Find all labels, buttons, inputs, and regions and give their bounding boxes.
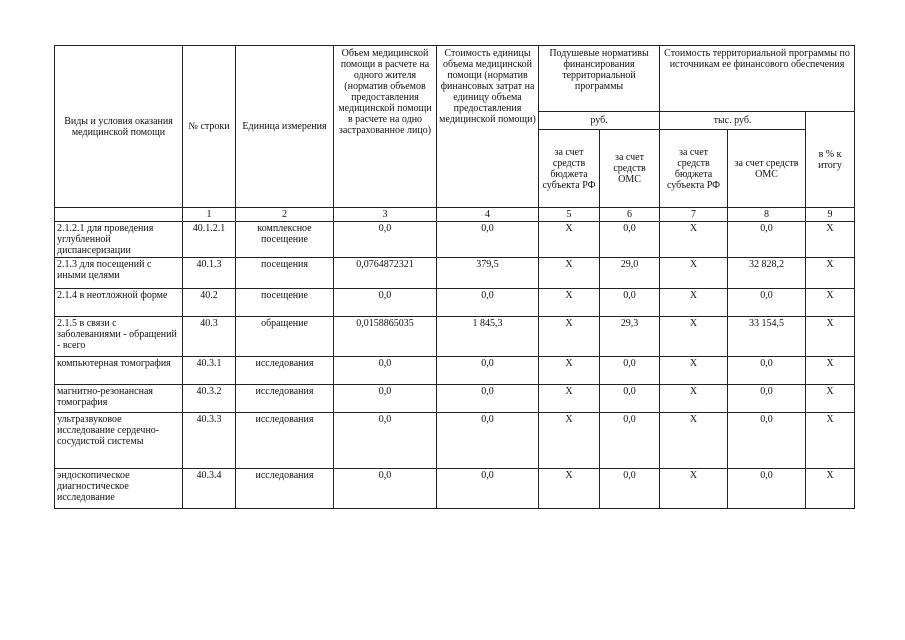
row-cost-budget: Х	[660, 385, 728, 413]
row-per-capita-oms: 0,0	[600, 289, 660, 317]
column-number-row	[55, 208, 855, 222]
row-unit: посещения	[236, 258, 334, 289]
row-percent: Х	[806, 469, 855, 509]
header-volume: Объем медицинской помощи в расчете на одного жителя (норматив объемов предоставления медицинской помощи в расчете на одно застрахованное лицо)	[334, 46, 437, 208]
row-unit-cost: 0,0	[437, 289, 539, 317]
header-percent: в % к итогу	[806, 112, 855, 208]
row-unit-cost: 1 845,3	[437, 317, 539, 357]
row-code: 40.1.3	[183, 258, 236, 289]
row-name: компьютерная томография	[55, 357, 183, 385]
header-program-cost: Стоимость территориальной программы по источникам ее финансового обеспечения	[660, 46, 855, 112]
row-unit: обращение	[236, 317, 334, 357]
row-code: 40.3.4	[183, 469, 236, 509]
row-per-capita-budget: Х	[539, 385, 600, 413]
header-budget-thous: за счет средств бюджета субъекта РФ	[660, 130, 728, 208]
row-code: 40.3.2	[183, 385, 236, 413]
row-cost-oms: 0,0	[728, 385, 806, 413]
row-per-capita-budget: Х	[539, 289, 600, 317]
header-unit: Единица измерения	[236, 46, 334, 208]
row-cost-budget: Х	[660, 469, 728, 509]
row-volume: 0,0	[334, 385, 437, 413]
row-unit-cost: 0,0	[437, 222, 539, 258]
row-name: 2.1.3 для посещений с иными целями	[55, 258, 183, 289]
row-unit: исследования	[236, 413, 334, 469]
header-care-type: Виды и условия оказания медицинской помощи	[55, 46, 183, 208]
row-code: 40.1.2.1	[183, 222, 236, 258]
table-row	[55, 413, 855, 469]
table-row	[55, 317, 855, 357]
header-oms-thous: за счет средств ОМС	[728, 130, 806, 208]
row-volume: 0,0	[334, 357, 437, 385]
row-volume: 0,0	[334, 469, 437, 509]
col-num: 3	[334, 208, 437, 222]
row-percent: Х	[806, 413, 855, 469]
row-volume: 0,0	[334, 289, 437, 317]
row-name: эндоскопическое диагностическое исследование	[55, 469, 183, 509]
col-num: 9	[806, 208, 855, 222]
row-cost-oms: 0,0	[728, 469, 806, 509]
row-per-capita-oms: 0,0	[600, 469, 660, 509]
header-oms-rub: за счет средств ОМС	[600, 130, 660, 208]
row-volume: 0,0158865035	[334, 317, 437, 357]
row-per-capita-oms: 0,0	[600, 385, 660, 413]
row-cost-budget: Х	[660, 289, 728, 317]
row-per-capita-oms: 29,0	[600, 258, 660, 289]
row-name: ультразвуковое исследование сердечно-сосудистой системы	[55, 413, 183, 469]
table-row	[55, 258, 855, 289]
col-num: 2	[236, 208, 334, 222]
col-num: 1	[183, 208, 236, 222]
row-volume: 0,0	[334, 413, 437, 469]
row-cost-oms: 33 154,5	[728, 317, 806, 357]
header-row-number: № строки	[183, 46, 236, 208]
row-unit-cost: 379,5	[437, 258, 539, 289]
row-percent: Х	[806, 258, 855, 289]
col-num: 6	[600, 208, 660, 222]
row-per-capita-oms: 29,3	[600, 317, 660, 357]
row-cost-oms: 32 828,2	[728, 258, 806, 289]
row-per-capita-oms: 0,0	[600, 222, 660, 258]
row-per-capita-budget: Х	[539, 258, 600, 289]
col-num: 5	[539, 208, 600, 222]
row-name: 2.1.2.1 для проведения углубленной диспансеризации	[55, 222, 183, 258]
table-row	[55, 469, 855, 509]
header-unit-cost: Стоимость единицы объема медицинской помощи (норматив финансовых затрат на единицу объема предоставления медицинской помощи)	[437, 46, 539, 208]
row-cost-budget: Х	[660, 258, 728, 289]
header-budget-rub: за счет средств бюджета субъекта РФ	[539, 130, 600, 208]
row-per-capita-budget: Х	[539, 317, 600, 357]
row-percent: Х	[806, 317, 855, 357]
row-per-capita-oms: 0,0	[600, 357, 660, 385]
row-unit-cost: 0,0	[437, 357, 539, 385]
row-cost-budget: Х	[660, 357, 728, 385]
row-name: 2.1.4 в неотложной форме	[55, 289, 183, 317]
col-num: 4	[437, 208, 539, 222]
row-cost-oms: 0,0	[728, 289, 806, 317]
row-cost-oms: 0,0	[728, 413, 806, 469]
col-num-blank	[55, 208, 183, 222]
row-cost-budget: Х	[660, 317, 728, 357]
row-unit: комплексное посещение	[236, 222, 334, 258]
row-percent: Х	[806, 222, 855, 258]
row-code: 40.2	[183, 289, 236, 317]
row-name: магнитно-резонансная томография	[55, 385, 183, 413]
table-row	[55, 357, 855, 385]
table-row	[55, 222, 855, 258]
row-per-capita-oms: 0,0	[600, 413, 660, 469]
header-thous-rub: тыс. руб.	[660, 112, 806, 130]
row-unit: посещение	[236, 289, 334, 317]
row-name: 2.1.5 в связи с заболеваниями - обращений - всего	[55, 317, 183, 357]
row-cost-oms: 0,0	[728, 357, 806, 385]
header-per-capita: Подушевые нормативы финансирования территориальной программы	[539, 46, 660, 112]
row-cost-budget: Х	[660, 222, 728, 258]
row-code: 40.3	[183, 317, 236, 357]
row-unit: исследования	[236, 385, 334, 413]
row-per-capita-budget: Х	[539, 469, 600, 509]
row-per-capita-budget: Х	[539, 413, 600, 469]
col-num: 8	[728, 208, 806, 222]
row-cost-budget: Х	[660, 413, 728, 469]
row-volume: 0,0	[334, 222, 437, 258]
row-unit: исследования	[236, 469, 334, 509]
financing-table	[54, 45, 855, 509]
row-unit-cost: 0,0	[437, 413, 539, 469]
row-code: 40.3.3	[183, 413, 236, 469]
row-unit: исследования	[236, 357, 334, 385]
row-percent: Х	[806, 385, 855, 413]
header-rub: руб.	[539, 112, 660, 130]
row-code: 40.3.1	[183, 357, 236, 385]
row-percent: Х	[806, 357, 855, 385]
col-num: 7	[660, 208, 728, 222]
table-row	[55, 289, 855, 317]
row-per-capita-budget: Х	[539, 357, 600, 385]
row-unit-cost: 0,0	[437, 469, 539, 509]
row-volume: 0,0764872321	[334, 258, 437, 289]
row-unit-cost: 0,0	[437, 385, 539, 413]
row-per-capita-budget: Х	[539, 222, 600, 258]
row-cost-oms: 0,0	[728, 222, 806, 258]
table-row	[55, 385, 855, 413]
row-percent: Х	[806, 289, 855, 317]
